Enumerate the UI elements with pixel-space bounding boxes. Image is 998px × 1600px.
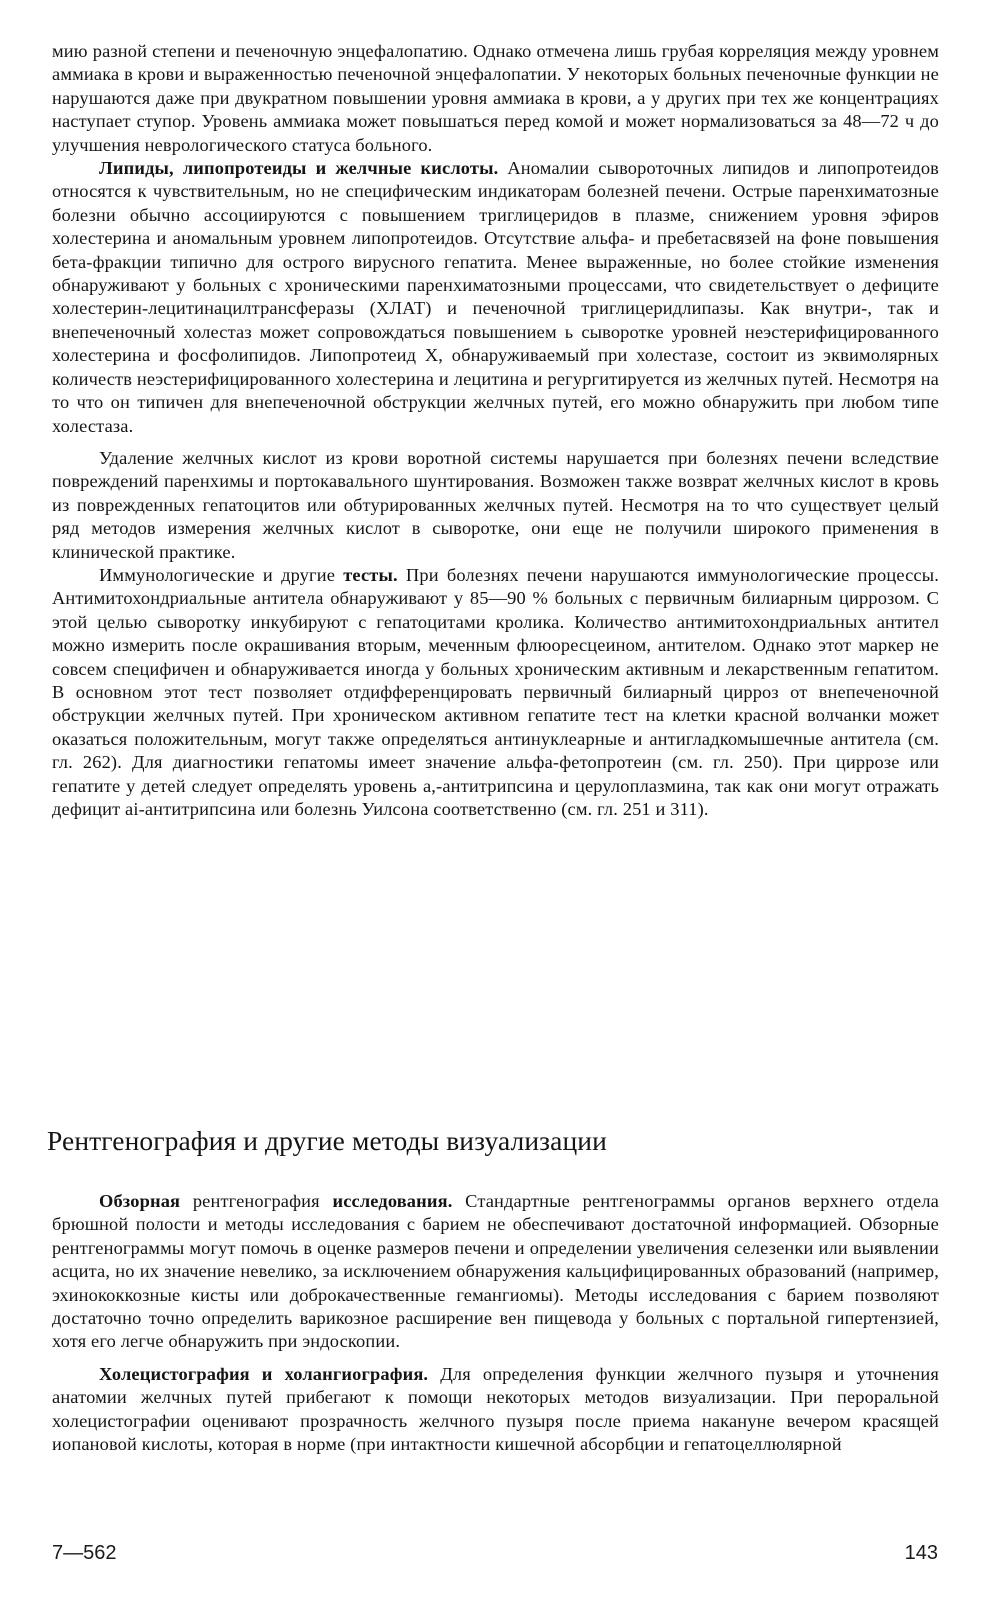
lipids-text: Аномалии сывороточных липидов и липопротеидов относятся к чувствительным, но не специфическим индикаторам болезней печени. Острые паренхиматозные болезни обычно ассоциируются с повышением триглицеридов в плазме, снижением уровня эфиров холестерина и аномальным уровнем липопротеидов. Отсутствие альфа- и пребетасвязей на фоне повышения бета-фракции типично для острого вирусного гепатита. Менее выраженные, но более стойкие изменения обнаруживают у больных с хроническими паренхиматозными процессами, что свидетельствует о дефиците холестерин-лецитинацилтрансферазы (ХЛАТ) и печеночной триглицеридлипазы. Как внутри-, так и внепеченочный холестаз может сопровождаться повышением ь сыворотке уровней неэстерифицированного холестерина и фосфолипидов. Липопротеид X, обнаруживаемый при холестазе, состоит из эквимолярных количеств неэстерифицированного холестерина и лецитина и регургитируется из желчных путей. Несмотря на то что он типичен для внепеченочной обструкции желчных путей, его можно обнаружить при любом типе холестаза. <box>52 158 940 436</box>
paragraph-radiography <box>52 1190 939 1354</box>
radiography-heading-2: исследования. <box>332 1191 453 1211</box>
section-body <box>52 1190 939 1456</box>
radiography-mid: рентгенография <box>180 1191 333 1211</box>
paragraph-lipids <box>52 157 939 438</box>
footer-signature: 7—562 <box>52 1542 117 1564</box>
section-title: Рентгенография и другие методы визуализации <box>47 1125 607 1156</box>
immunology-heading: тесты. <box>343 564 398 585</box>
radiography-heading-1: Обзорная <box>99 1191 181 1211</box>
immunology-pre: Иммунологические и другие <box>99 564 344 585</box>
lipids-heading: Липиды, липопротеиды и желчные кислоты. <box>99 158 499 179</box>
paragraph-bile-acids: Удаление желчных кислот из крови воротной системы нарушается при болезнях печени вследствие повреждений паренхимы и портокавального шунтирования. Возможен также возврат желчных кислот в кровь из поврежденных гепатоцитов или обтурированных желчных путей. Несмотря на то что существует целый ряд методов измерения желчных кислот в сыворотке, они еще не получили широкого применения в клинической практике. <box>52 447 939 562</box>
paragraph-ammonia: мию разной степени и печеночную энцефалопатию. Однако отмечена лишь грубая корреляция между уровнем аммиака в крови и выраженностью печеночной энцефалопатии. У некоторых больных печеночные функции не нарушаются даже при двукратном повышении уровня аммиака в крови, а у других при тех же концентрациях наступает ступор. Уровень аммиака может повышаться перед комой и может нормализоваться за 48—72 ч до улучшения неврологического статуса больного. <box>52 41 939 155</box>
immunology-text: При болезнях печени нарушаются иммунологические процессы. Антимитохондриальные антитела обнаруживают у 85—90 % больных с первичным билиарным циррозом. С этой целью сыворотку инкубируют с гепатоцитами кролика. Количество антимитохондриальных антител можно измерить после окрашивания вторым, меченным флюоресцеином, антителом. Однако этот маркер не совсем специфичен и обнаруживается иногда у больных хроническим активным и лекарственным гепатитом. В основном этот тест позволяет отдифференцировать первичный билиарный цирроз от внепеченочной обструкции желчных путей. При хроническом активном гепатите тест на клетки красной волчанки может оказаться положительным, могут также определяться антинуклеарные и антигладкомышечные антитела (см. гл. 262). Для диагностики гепатомы имеет значение альфа-фетопротеин (см. гл. 250). При циррозе или гепатите у детей следует определять уровень а,-антитрипсина и церулоплазмина, так как они могут отражать дефицит ai-антитрипсина или болезнь Уилсона соответственно (см. гл. 251 и 311). <box>52 564 939 819</box>
cholecystography-text: Для определения функции желчного пузыря и уточнения анатомии желчных путей прибегают к помощи некоторых методов визуализации. При пероральной холецистографии оценивают прозрачность желчного пузыря после приема накануне вечером красящей иопановой кислоты, которая в норме (при интактности кишечной абсорбции и гепатоцеллюлярной <box>52 1363 939 1455</box>
paragraph-cholecystography <box>52 1363 939 1457</box>
cholecystography-heading: Холецистография и холангиография. <box>99 1363 429 1384</box>
paragraph-immunology <box>52 564 939 821</box>
radiography-text: Стандартные рентгенограммы органов верхнего отдела брюшной полости и методы исследования с барием не обеспечивают достаточной информацией. Обзорные рентгенограммы могут помочь в оценке размеров печени и определении увеличения селезенки или выявлении асцита, но их значение невелико, за исключением обнаружения кальцифицированных образований (например, эхинококкозные кисты или доброкачественные гемангиомы). Методы исследования с барием позволяют достаточно точно определить варикозное расширение вен пищевода у больных с портальной гипертензией, хотя его легче обнаружить при эндоскопии. <box>52 1191 939 1352</box>
document-page <box>52 40 939 821</box>
page-number: 143 <box>904 1542 938 1564</box>
